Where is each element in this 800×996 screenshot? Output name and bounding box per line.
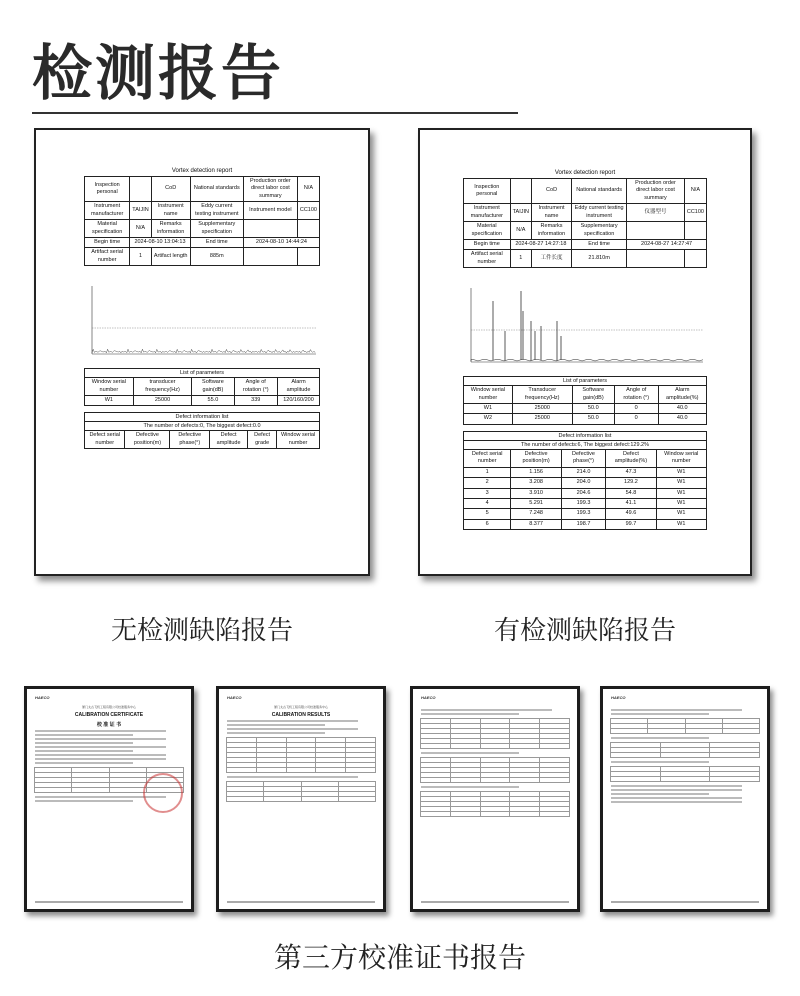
info-rows [85,177,320,238]
info-row [85,220,320,238]
defect-header-cell: Defective position(m) [125,431,170,449]
params-header-cell: Software gain(dB) [572,386,614,404]
table-cell: 25000 [512,414,572,424]
params-row [85,396,320,406]
artifact-length-value: 21.810m [572,250,627,268]
params-row [464,414,707,424]
report-with-defect [418,128,752,576]
table-cell: 120/160/200 [278,396,320,406]
table-cell: N/A [297,177,319,202]
end-value: 2024-08-10 14:44:24 [243,237,319,247]
table-cell: 4 [464,499,511,509]
table-cell: 0 [614,404,658,414]
params-header-cell: Angle of rotation (°) [234,378,278,396]
table-cell: 50.0 [572,404,614,414]
caption-third-party: 第三方校准证书报告 [273,941,526,974]
table-cell: Material specification [85,220,130,238]
table-cell: Instrument manufacturer [464,204,511,222]
table-cell: 41.1 [606,499,656,509]
caption-no-defect: 无检测缺陷报告 [110,616,293,646]
table-cell: 199.3 [561,509,606,519]
table-cell: National standards [572,179,627,204]
table-cell: W1 [656,499,706,509]
report-title: Vortex detection report [554,170,616,176]
params-title: List of parameters [463,376,707,385]
report-title: Vortex detection report [171,168,233,174]
params-header-cell: Window serial number [464,386,513,404]
begin-value: 2024-08-10 13:04:13 [130,237,190,247]
haeco-logo: HAECO [227,695,242,700]
defect-header-cell: Defect grade [248,431,277,449]
table-cell: National standards [190,177,243,202]
cert-subtitle: 校 准 证 书 [96,722,122,728]
artifact-serial-value: 1 [510,250,531,268]
defect-row [464,478,707,488]
table-cell: W1 [85,396,134,406]
table-cell: W1 [656,509,706,519]
signal-plot [86,284,318,362]
table-cell: 0 [614,414,658,424]
table-cell: N/A [130,220,151,238]
info-row [85,177,320,202]
table-cell: Supplementary specification [572,222,627,240]
artifact-serial-label: Artifact serial number [464,250,511,268]
table-cell: 1.156 [511,467,561,477]
heading-underline [32,112,518,114]
table-cell [243,220,297,238]
defect-row [464,499,707,509]
table-cell: 25000 [133,396,192,406]
params-header-cell: Angle of rotation (°) [614,386,658,404]
table-cell: 3.208 [511,478,561,488]
table-cell: W1 [464,404,513,414]
table-cell: 5.291 [511,499,561,509]
defect-table [84,430,320,449]
table-cell: 54.8 [606,488,656,498]
table-cell: Remarks information [151,220,190,238]
table-cell: Production order direct labor cost summary [627,179,685,204]
params-table [463,385,707,425]
params-header-cell: Window serial number [85,378,134,396]
table-cell: 199.3 [561,499,606,509]
defect-header-cell: Defective phase(°) [561,449,606,467]
table-cell: CC100 [297,202,319,220]
end-label: End time [190,237,243,247]
red-seal-stamp [143,773,183,813]
signal-plot-svg [465,286,705,370]
table-cell: Instrument manufacturer [85,202,130,220]
table-cell: Eddy current testing instrument [572,204,627,222]
calibration-certificate-3 [410,686,580,912]
defect-header-cell: Defect amplitude(%) [606,449,656,467]
cert-title: CALIBRATION CERTIFICATE [74,712,144,718]
table-cell: 2 [464,478,511,488]
table-cell: Instrument model [243,202,297,220]
end-value: 2024-08-27 14:27:47 [627,239,707,249]
table-cell: N/A [510,222,531,240]
page-heading: 检测报告 [32,39,284,109]
end-label: End time [572,239,627,249]
params-header-cell: Transducer frequency(Hz) [512,386,572,404]
defect-row [464,467,707,477]
defect-header-cell: Defective phase(°) [170,431,210,449]
report-info-table [463,178,707,268]
table-cell: 40.0 [658,404,706,414]
table-cell: W1 [656,478,706,488]
defect-header-cell: Window serial number [656,449,706,467]
calibration-certificate-1 [24,686,194,912]
haeco-logo: HAECO [611,695,626,700]
table-cell: Inspection personal [464,179,511,204]
table-cell: 50.0 [572,414,614,424]
table-cell: 129.2 [606,478,656,488]
table-cell [684,222,706,240]
artifact-serial-value: 1 [130,248,151,266]
defect-header-cell: Defect serial number [85,431,125,449]
table-cell: Supplementary specification [190,220,243,238]
table-cell: N/A [684,179,706,204]
table-cell: CoD [532,179,572,204]
haeco-logo: HAECO [35,695,50,700]
table-cell: 3 [464,488,511,498]
artifact-length-value: 885m [190,248,243,266]
info-row [464,204,707,222]
table-cell [297,220,319,238]
defect-row [464,488,707,498]
begin-label: Begin time [85,237,130,247]
params-row [464,404,707,414]
report-info-table [84,176,320,266]
defect-table [463,449,707,530]
table-cell: 49.6 [606,509,656,519]
table-cell: 25000 [512,404,572,414]
table-cell: W1 [656,488,706,498]
table-cell: Instrument name [532,204,572,222]
params-header-cell: Alarm amplitude [278,378,320,396]
table-cell: 204.6 [561,488,606,498]
table-cell: 99.7 [606,519,656,529]
artifact-row [464,250,707,268]
table-cell: Instrument name [151,202,190,220]
defect-header-cell: Window serial number [277,431,320,449]
defect-row [464,509,707,519]
begin-value: 2024-08-27 14:27:18 [510,239,571,249]
defect-header-cell: Defective position(m) [511,449,561,467]
table-cell: 7.248 [511,509,561,519]
caption-with-defect: 有检测缺陷报告 [493,616,676,646]
info-row [85,202,320,220]
table-cell [130,177,151,202]
table-cell: 40.0 [658,414,706,424]
params-header-cell: Software gain(dB) [192,378,234,396]
table-cell: 47.3 [606,467,656,477]
report-no-defect [34,128,370,576]
params-header-cell: transducer frequency(Hz) [133,378,192,396]
table-cell: 339 [234,396,278,406]
table-cell: CC100 [684,204,706,222]
info-row [464,222,707,240]
table-cell: CoD [151,177,190,202]
table-cell: 1 [464,467,511,477]
table-cell: Inspection personal [85,177,130,202]
table-cell [510,179,531,204]
table-cell [627,222,685,240]
table-cell: W1 [656,519,706,529]
table-cell: W2 [464,414,513,424]
table-cell: Material specification [464,222,511,240]
table-cell: TAIJIN [510,204,531,222]
defect-row [464,519,707,529]
begin-label: Begin time [464,239,511,249]
defect-header-cell: Defect amplitude [210,431,248,449]
table-cell: Production order direct labor cost summary [243,177,297,202]
defect-summary: The number of defects:0, The biggest defect:0.0 [84,421,320,430]
params-title: List of parameters [84,368,320,377]
table-cell: 204.0 [561,478,606,488]
artifact-length-label: Artifact length [151,248,190,266]
time-row [464,239,707,249]
artifact-row [85,248,320,266]
table-cell: 214.0 [561,467,606,477]
params-table [84,377,320,406]
table-cell: 8.377 [511,519,561,529]
calibration-certificate-2 [216,686,386,912]
table-cell: Remarks information [532,222,572,240]
time-row [85,237,320,247]
info-row [464,179,707,204]
table-cell: 6 [464,519,511,529]
defect-title: Defect information list [84,412,320,421]
table-cell: 55.0 [192,396,234,406]
table-cell: 198.7 [561,519,606,529]
artifact-serial-label: Artifact serial number [85,248,130,266]
table-cell: 5 [464,509,511,519]
table-cell: W1 [656,467,706,477]
signal-plot [465,286,705,370]
cert-org: 厦门太古飞机工程有限公司校准服务中心 [81,705,136,709]
haeco-logo: HAECO [421,695,436,700]
cert-title: CALIBRATION RESULTS [271,712,331,718]
defect-title: Defect information list [463,431,707,440]
signal-plot-svg [86,284,318,362]
defect-header-cell: Defect serial number [464,449,511,467]
table-cell: 3.910 [511,488,561,498]
artifact-length-label: 工件长度 [532,250,572,268]
defect-summary: The number of defects:6, The biggest defect:129.2% [463,440,707,449]
params-header-cell: Alarm amplitude(%) [658,386,706,404]
calibration-certificate-4 [600,686,770,912]
cert-org: 厦门太古飞机工程有限公司校准服务中心 [273,705,328,709]
table-cell: TAIJIN [130,202,151,220]
table-cell: Eddy current testing instrument [190,202,243,220]
table-cell: 仪器型号 [627,204,685,222]
